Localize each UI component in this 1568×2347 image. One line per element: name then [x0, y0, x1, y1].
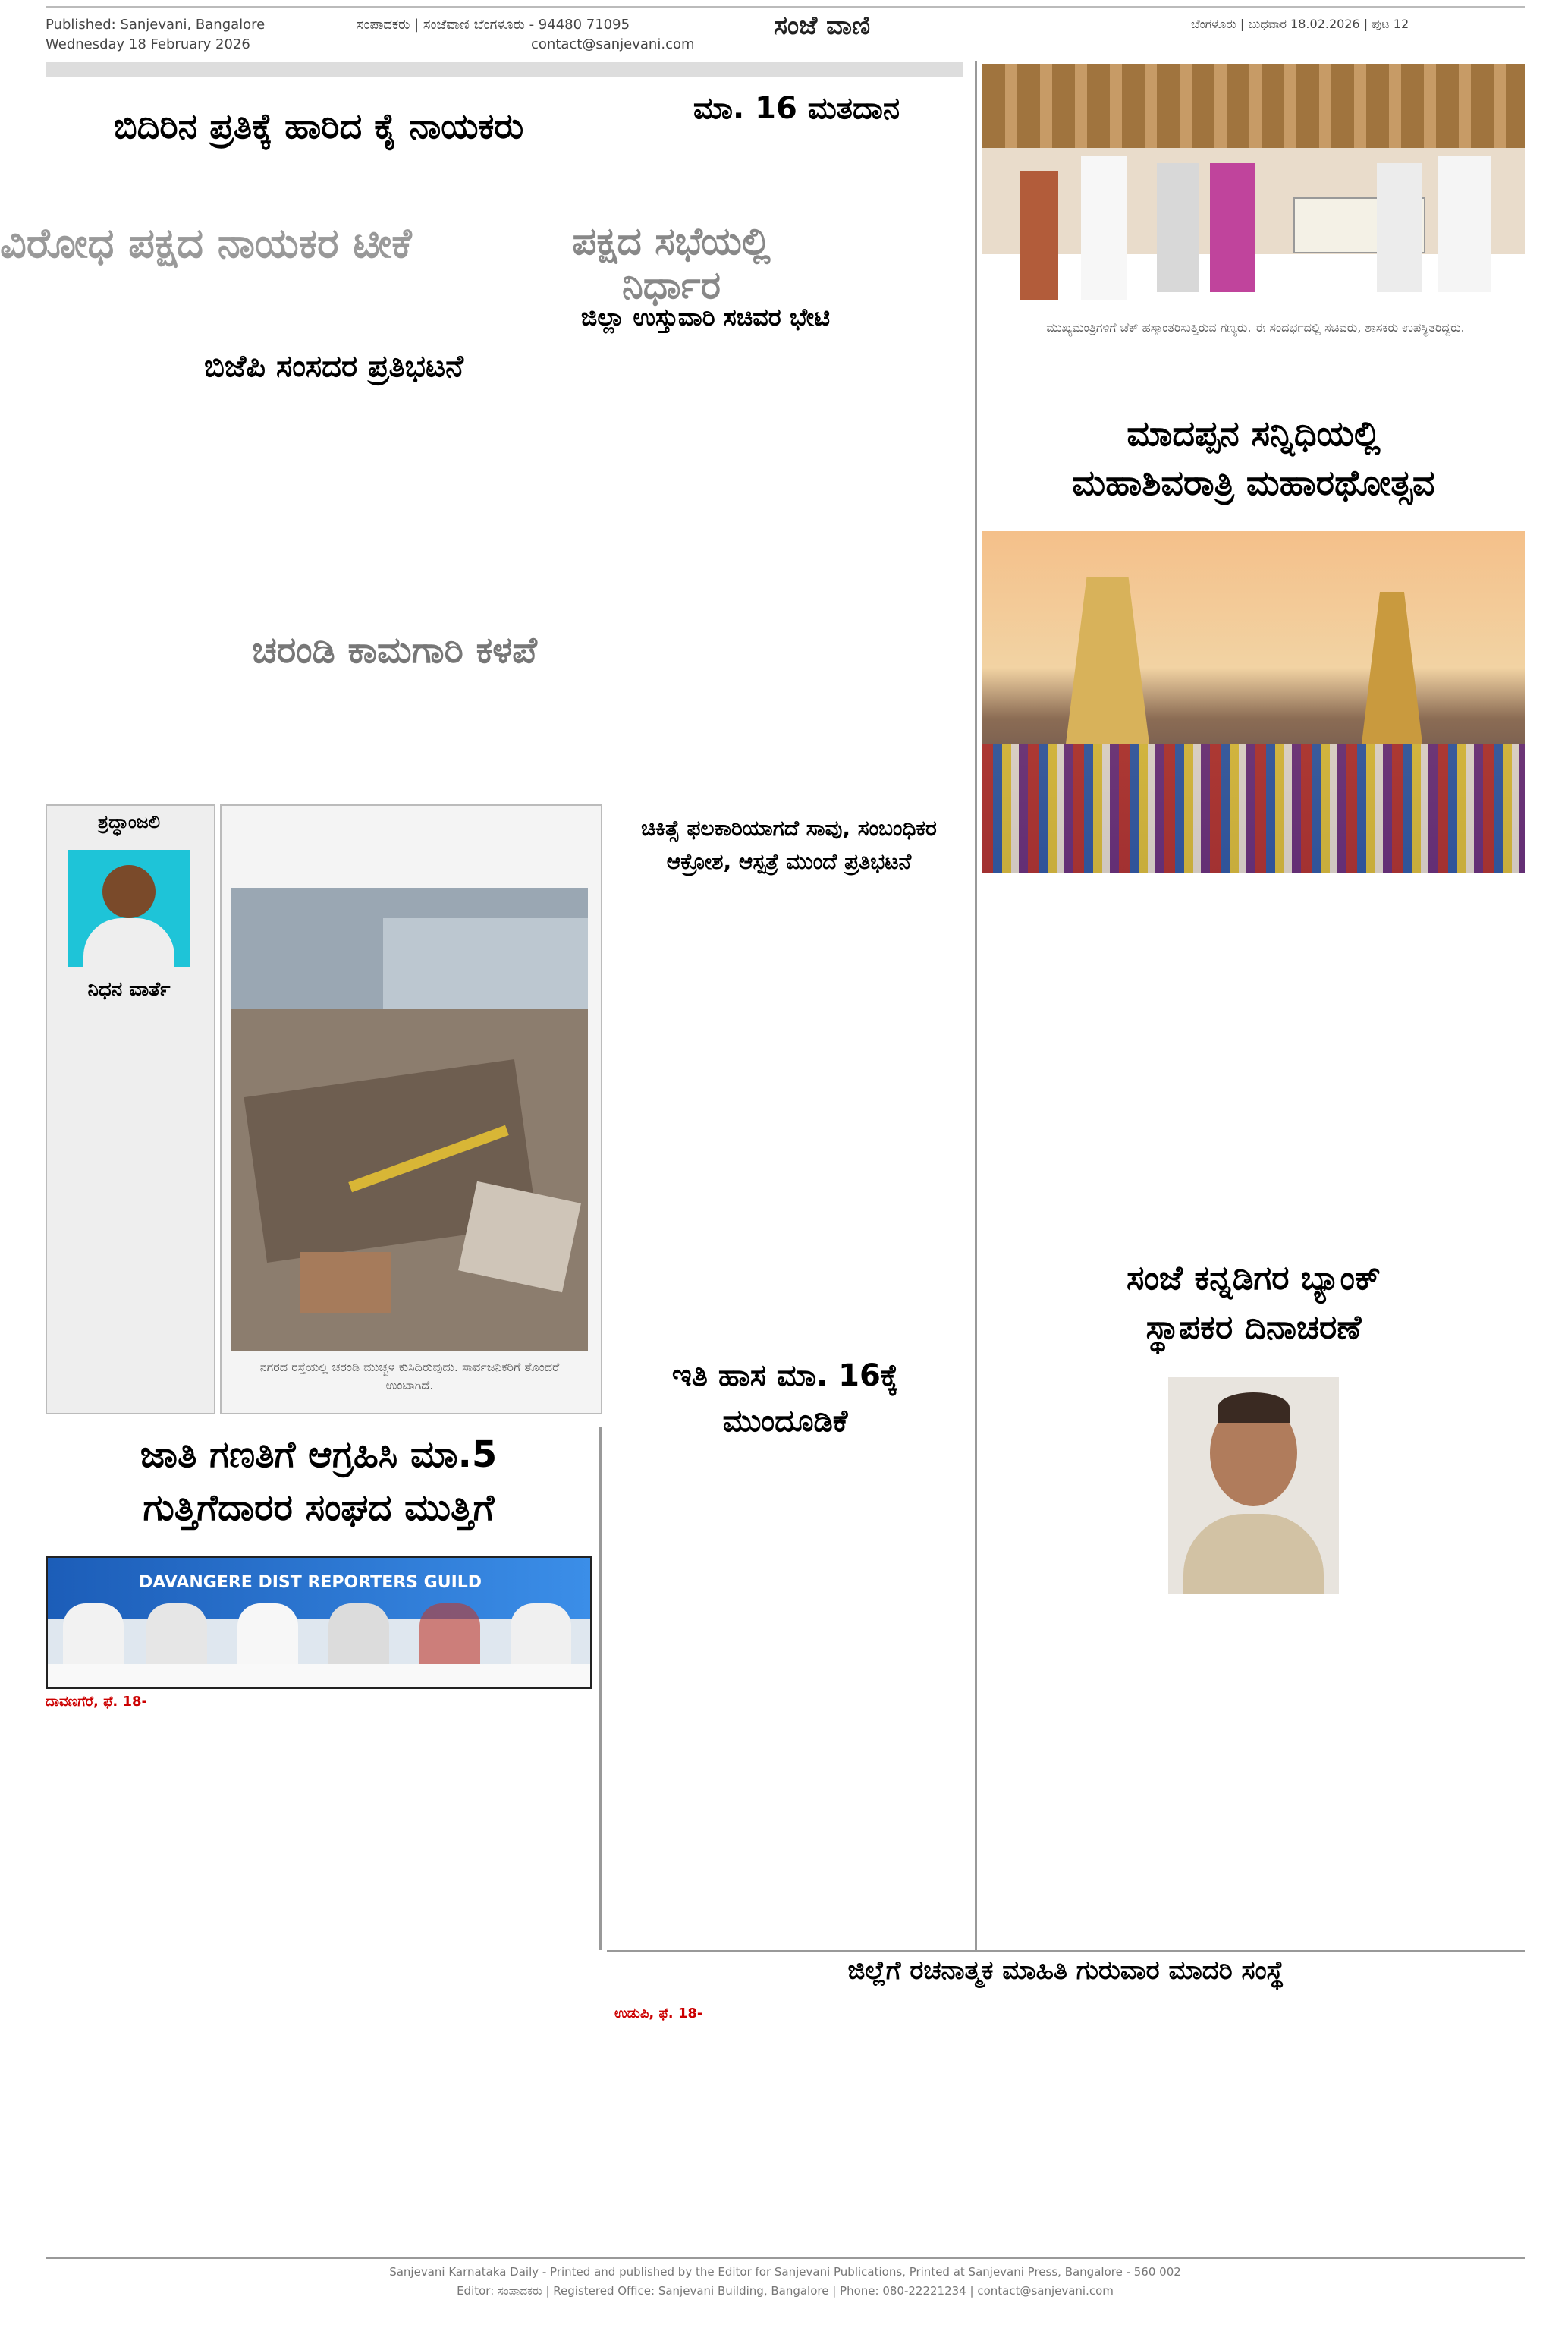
drain-photo-caption: ನಗರದ ರಸ್ತೆಯಲ್ಲಿ ಚರಂಡಿ ಮುಚ್ಚಳ ಕುಸಿದಿರುವುದು. ಸಾರ್ವಜನಿಕರಿಗೆ ತೊಂದರೆ ಉಂಟಾಗಿದೆ. — [259, 1360, 560, 1392]
cheque-handover-photo — [982, 64, 1525, 311]
bottom-story-rule — [607, 1950, 1525, 1952]
footer-rule — [46, 2257, 1525, 2259]
masthead — [0, 0, 1568, 64]
masthead-logo: ಸಂಜೆ ವಾಣಿ — [774, 11, 871, 41]
lead-headline: ಬಿದಿರಿನ ಪ್ರತಿಕ್ಕೆ ಹಾರಿದ ಕೈ ನಾಯಕರು — [113, 105, 524, 146]
festival-headline-line1: ಮಾದಪ್ಪನ ಸನ್ನಿಧಿಯಲ್ಲಿ — [1127, 413, 1381, 454]
festival-photo — [982, 531, 1525, 873]
bank-body-col-3 — [1350, 1381, 1525, 1943]
guild-banner-text: DAVANGERE DIST REPORTERS GUILD — [139, 1573, 482, 1592]
column-rule-mid — [599, 1427, 602, 1950]
obituary-photo — [68, 850, 190, 967]
date-band — [46, 62, 963, 77]
masthead-right-line: ಬೆಂಗಳೂರು | ಬುಧವಾರ 18.02.2026 | ಪುಟ 12 — [1191, 17, 1409, 31]
sub-headline-2: ಬಿಜೆಪಿ ಸಂಸದರ ಪ್ರತಿಭಟನೆ — [204, 349, 463, 384]
center2-headline-line1: ಇತಿ ಹಾಸ ಮಾ. 16ಕ್ಕೆ — [671, 1358, 899, 1393]
ghost-headline-3: ಚರಂಡಿ ಕಾಮಗಾರಿ ಕಳಪೆ — [252, 629, 537, 672]
festival-body-col-1 — [982, 888, 1244, 1229]
guild-body-col-1 — [46, 1715, 212, 2094]
bank-headline-line1: ಸಂಜೆ ಕನ್ನಡಿಗರ ಬ್ಯಾಂಕ್ — [1126, 1259, 1381, 1298]
bottom-body-col-3 — [1062, 2003, 1290, 2246]
column-rule-right — [975, 61, 977, 1950]
bottom-story-dateline: ಉಡುಪಿ, ಫೆ. 18- — [614, 2006, 703, 2021]
guild-dateline: ದಾವಣಗೆರೆ, ಫೆ. 18- — [46, 1694, 147, 1710]
lead-body-col-5 — [0, 683, 789, 804]
guild-headline-line2: ಗುತ್ತಿಗೆದಾರರ ಸಂಘದ ಮುತ್ತಿಗೆ — [143, 1487, 495, 1529]
drain-photo — [231, 888, 588, 1351]
guild-body-col-2 — [228, 1694, 394, 2094]
bottom-body-col-4 — [1305, 2003, 1525, 2246]
center-story-body — [607, 956, 963, 1411]
masthead-left-line1: Published: Sanjevani, Bangalore — [46, 17, 266, 33]
bottom-body-col-2 — [834, 2003, 1047, 2246]
festival-headline-line2: ಮಹಾಶಿವರಾತ್ರಿ ಮಹಾರಥೋತ್ಸವ — [1072, 462, 1435, 503]
center-story-headline: ಚಿಕಿತ್ಸೆ ಫಲಕಾರಿಯಾಗದೆ ಸಾವು, ಸಂಬಂಧಿಕರ ಆಕ್ರೋಶ, ಆಸ್ಪತ್ರೆ ಮುಂದೆ ಪ್ರತಿಭಟನೆ — [641, 816, 937, 874]
guild-body-col-3 — [410, 1694, 592, 2094]
center2-body-col-1 — [607, 1457, 781, 1943]
bank-body-col-1 — [982, 1381, 1157, 1943]
footer-line1: Sanjevani Karnataka Daily - Printed and published by the Editor for Sanjevani Publications, Printed at Sanjevani Press, Bangalore - 560 002 — [389, 2265, 1181, 2279]
lead-body-col-1 — [46, 167, 440, 235]
cheque-photo-caption: ಮುಖ್ಯಮಂತ್ರಿಗಳಿಗೆ ಚೆಕ್ ಹಸ್ತಾಂತರಿಸುತ್ತಿರುವ ಗಣ್ಯರು. ಈ ಸಂದರ್ಭದಲ್ಲಿ ಸಚಿವರು, ಶಾಸಕರು ಉಪಸ್ಥಿತರಿದ್ದರು. — [1046, 320, 1465, 335]
bottom-story-headline: ಜಿಲ್ಲೆಗೆ ರಚನಾತ್ಮಕ ಮಾಹಿತಿ ಗುರುವಾರ ಮಾದರಿ ಸಂಸ್ಥೆ — [847, 1955, 1284, 1986]
obituary-title: ಶ್ರದ್ಧಾಂಜಲಿ — [97, 811, 161, 832]
masthead-email: contact@sanjevani.com — [531, 36, 695, 52]
masthead-center-line: ಸಂಪಾದಕರು | ಸಂಜೆವಾಣಿ ಬೆಂಗಳೂರು - 94480 71095 — [357, 17, 630, 33]
bank-founder-photo — [1168, 1377, 1339, 1594]
center2-body-col-2 — [789, 1457, 963, 1943]
lead-kicker: ಮಾ. 16 ಮತದಾನ — [693, 91, 900, 126]
guild-headline-line1: ಜಾತಿ ಗಣತಿಗೆ ಆಗ್ರಹಿಸಿ ಮಾ.5 — [140, 1433, 498, 1476]
obituary-body — [53, 1009, 205, 1396]
bottom-body-col-1 — [607, 2026, 819, 2246]
reporters-guild-photo — [46, 1556, 592, 1689]
sub-headline-1: ಜಿಲ್ಲಾ ಉಸ್ತುವಾರಿ ಸಚಿವರ ಭೇಟಿ — [580, 303, 831, 332]
bank-headline-line2: ಸ್ಥಾಪಕರ ದಿನಾಚರಣೆ — [1145, 1308, 1362, 1347]
masthead-rule — [46, 6, 1525, 8]
bank-body-col-2 — [1168, 1601, 1339, 1943]
center2-headline-line2: ಮುಂದೂಡಿಕೆ — [722, 1404, 848, 1439]
festival-body-col-2 — [1259, 888, 1525, 1229]
ghost-headline-2: ಪಕ್ಷದ ಸಭೆಯಲ್ಲಿ ನಿರ್ಧಾರ — [572, 219, 771, 307]
footer-line2: Editor: ಸಂಪಾದಕರು | Registered Office: Sanjevani Building, Bangalore | Phone: 080-22221234 | contact@sanjevani.com — [457, 2284, 1114, 2298]
masthead-left-line2: Wednesday 18 February 2026 — [46, 36, 250, 52]
obituary-label: ನಿಧನ ವಾರ್ತೆ — [87, 978, 171, 1001]
ghost-headline-1: ವಿರೋಧ ಪಕ್ಷದ ನಾಯಕರ ಟೀಕೆ — [0, 219, 412, 267]
